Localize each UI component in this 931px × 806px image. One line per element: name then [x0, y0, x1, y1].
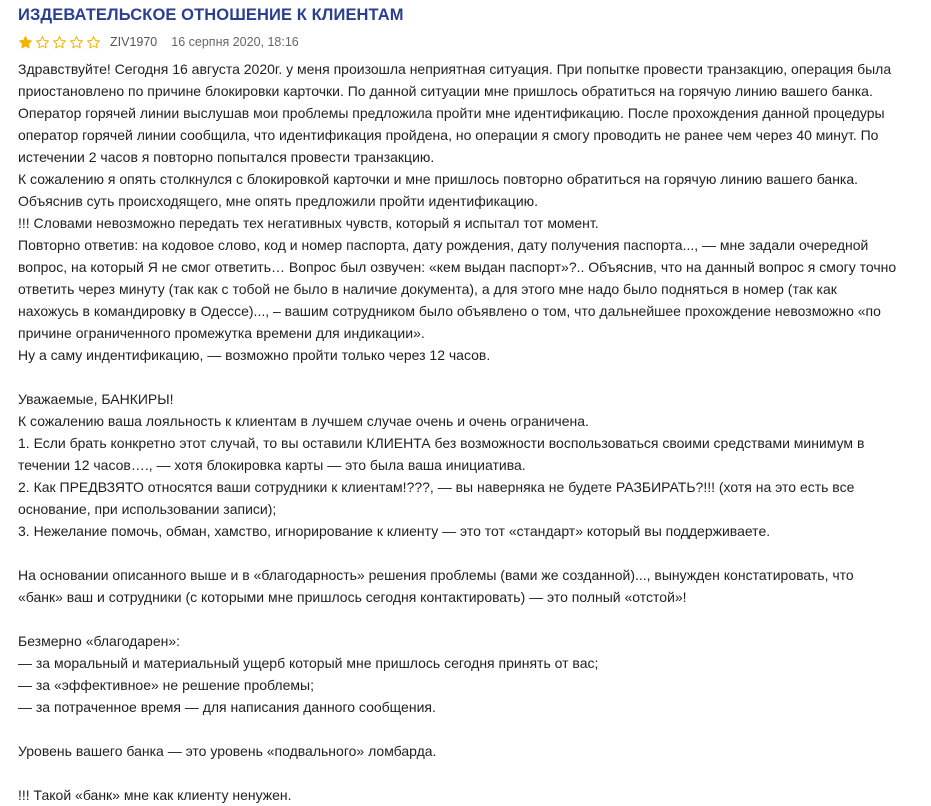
review-text-line: 2. Как ПРЕДВЗЯТО относятся ваши сотрудники к клиентам!???, — вы наверняка не будете РАЗБИРАТЬ?!!! (хотя на это есть все: [18, 479, 855, 495]
review-text-line: причине ограниченного промежутка времени для индикации».: [18, 325, 425, 341]
review-text-line: — за моральный и материальный ущерб который мне пришлось сегодня принять от вас;: [18, 655, 599, 671]
review-text-line: оператор горячей линии сообщила, что идентификация пройдена, но операции я смогу проводить не ранее чем через 40 минут. По: [18, 127, 879, 143]
review-text-line: 1. Если брать конкретно этот случай, то вы оставили КЛИЕНТА без возможности воспользоваться своими средствами минимум в: [18, 435, 865, 451]
review-title[interactable]: ИЗДЕВАТЕЛЬСКОЕ ОТНОШЕНИЕ К КЛИЕНТАМ: [18, 6, 404, 24]
star-empty-icon: [35, 35, 50, 50]
review-text-line: [18, 718, 918, 740]
review-text-line: Объяснив суть происходящего, мне опять предложили пройти идентификацию.: [18, 193, 539, 209]
review-text-line: истечении 2 часов я повторно попытался провести транзакцию.: [18, 149, 435, 165]
review-text-line: нахожусь в командировку в Одессе)..., – вашим сотрудником было объявлено о том, что дальнейшее прохождение невозможно «по: [18, 303, 881, 319]
review-author[interactable]: ZIV1970: [110, 35, 158, 49]
review-text-line: [18, 608, 918, 630]
review-text-line: На основании описанного выше и в «благодарность» решения проблемы (вами же созданной)..., вынужден констатировать, что: [18, 567, 854, 583]
star-rating: [18, 35, 101, 50]
review-text-line: вопрос, на который Я не смог ответить… Вопрос был озвучен: «кем выдан паспорт»?.. Объяснив, что на данный вопрос я смогу точно: [18, 259, 897, 275]
review-text-line: К сожалению ваша лояльность к клиентам в лучшем случае очень и очень ограничена.: [18, 413, 589, 429]
review-text-line: [18, 762, 918, 784]
review-text-line: Оператор горячей линии выслушав мои проблемы предложила пройти мне идентификацию. После прохождения данной процедуры: [18, 105, 885, 121]
star-empty-icon: [86, 35, 101, 50]
review-text-line: ответить через минуту (так как с тобой не было в наличие документа), а для этого мне надо было подняться в номер (так как: [18, 281, 837, 297]
review-text-line: «банк» ваш и сотрудники (с которыми мне пришлось сегодня контактировать) — это полный «отстой»!: [18, 589, 687, 605]
review-body: [18, 58, 918, 806]
review-text-line: Уважаемые, БАНКИРЫ!: [18, 391, 174, 407]
review-text-line: Уровень вашего банка — это уровень «подвального» ломбарда.: [18, 743, 437, 759]
review-text-line: основание, при использовании записи);: [18, 501, 277, 517]
review-card: [18, 6, 918, 806]
review-text-line: Здравствуйте! Сегодня 16 августа 2020г. у меня произошла неприятная ситуация. При попытке провести транзакцию, операция была: [18, 61, 892, 77]
star-filled-icon: [18, 35, 33, 50]
review-text-line: Ну а саму индентификацию, — возможно пройти только через 12 часов.: [18, 347, 491, 363]
review-text-line: — за потраченное время — для написания данного сообщения.: [18, 699, 436, 715]
star-empty-icon: [52, 35, 67, 50]
review-text-line: [18, 542, 918, 564]
review-text-line: приостановлено по причине блокировки карточки. По данной ситуации мне пришлось обратиться на горячую линию вашего банка.: [18, 83, 873, 99]
review-text-line: К сожалению я опять столкнулся с блокировкой карточки и мне пришлось повторно обратиться на горячую линию вашего банка.: [18, 171, 859, 187]
review-text-line: !!! Такой «банк» мне как клиенту ненужен.: [18, 787, 292, 803]
review-text-line: 3. Нежелание помочь, обман, хамство, игнорирование к клиенту — это тот «стандарт» который вы поддерживаете.: [18, 523, 771, 539]
review-text-line: — за «эффективное» не решение проблемы;: [18, 677, 314, 693]
review-meta: [18, 34, 918, 50]
review-text-line: Повторно ответив: на кодовое слово, код и номер паспорта, дату рождения, дату получения паспорта..., — мне задали очередной: [18, 237, 869, 253]
review-text-line: [18, 366, 918, 388]
review-text-line: течении 12 часов…., — хотя блокировка карты — это была ваша инициатива.: [18, 457, 526, 473]
review-text-line: !!! Словами невозможно передать тех негативных чувств, который я испытал тот момент.: [18, 215, 599, 231]
star-empty-icon: [69, 35, 84, 50]
review-date: 16 серпня 2020, 18:16: [171, 35, 299, 49]
review-text-line: Безмерно «благодарен»:: [18, 633, 181, 649]
